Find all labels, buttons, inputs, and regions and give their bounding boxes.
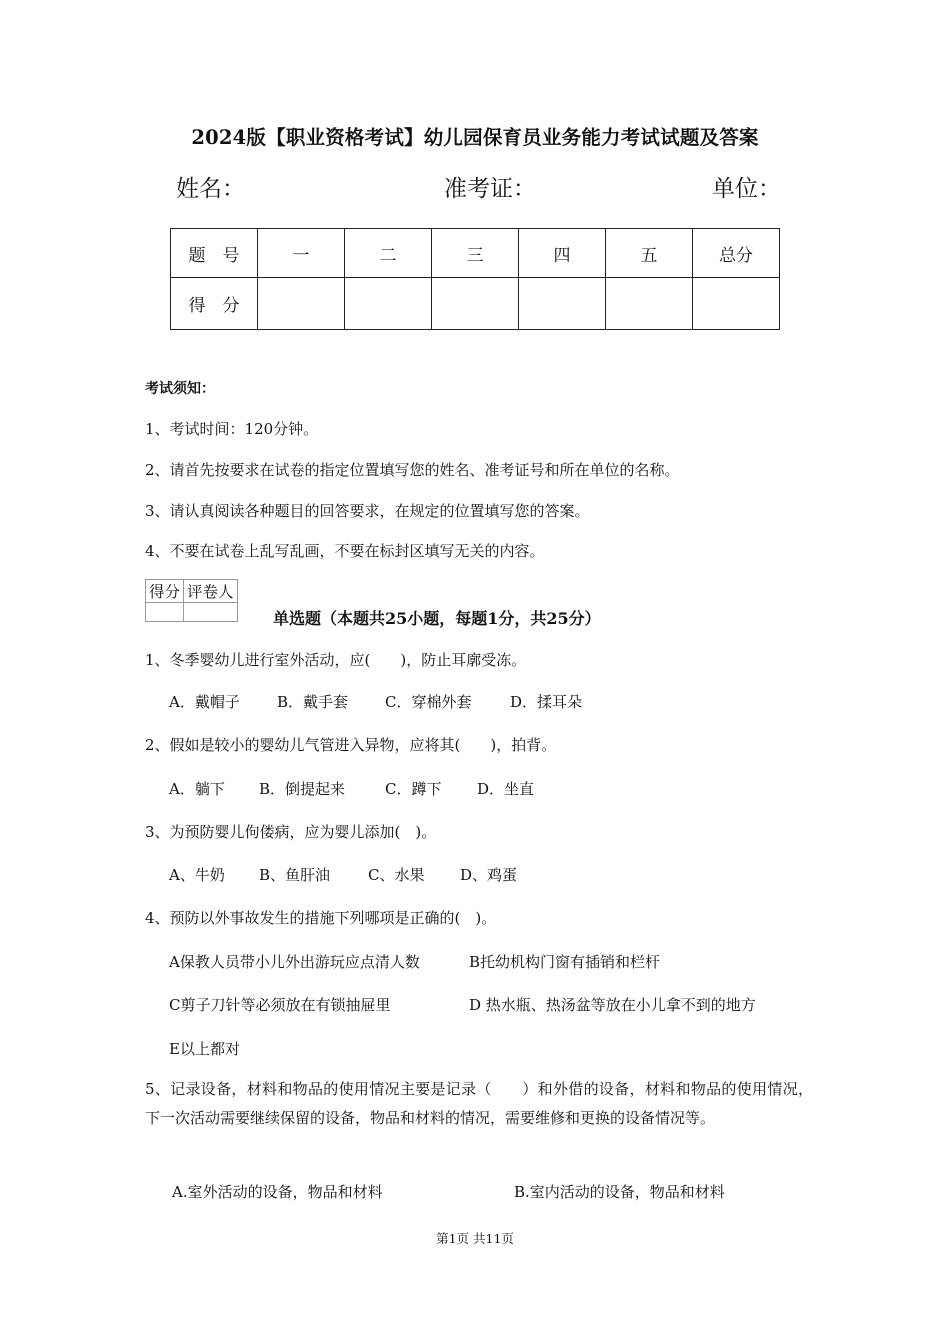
grader-box [145,579,238,622]
score-header-3: 三 [432,229,519,278]
answer-option[interactable]: C、水果 [368,866,425,884]
answer-option[interactable]: D．揉耳朵 [510,693,583,711]
answer-option[interactable]: B托幼机构门窗有插销和栏杆 [469,953,661,971]
page-title: 2024版【职业资格考试】幼儿园保育员业务能力考试试题及答案 [191,126,759,149]
score-header-label: 题 号 [171,229,258,278]
question-stem: 1、冬季婴幼儿进行室外活动，应( )，防止耳廓受冻。 [145,651,527,669]
notice-item: 3、请认真阅读各种题目的回答要求，在规定的位置填写您的答案。 [145,502,590,520]
score-cell-2[interactable] [345,278,432,330]
question-stem: 3、为预防婴儿佝偻病，应为婴儿添加( )。 [145,823,437,841]
grader-name-cell[interactable] [184,603,238,622]
grader-name-label: 评卷人 [184,580,238,603]
question-stem: 4、预防以外事故发生的措施下列哪项是正确的( )。 [145,909,497,927]
exam-number-field-label: 准考证： [444,176,536,202]
score-cell-3[interactable] [432,278,519,330]
notice-heading: 考试须知： [145,381,215,397]
score-header-1: 一 [258,229,345,278]
question-stem: 2、假如是较小的婴幼儿气管进入异物，应将其( )，拍背。 [145,736,557,754]
answer-option[interactable]: C．穿棉外套 [385,693,472,711]
score-header-5: 五 [606,229,693,278]
answer-option[interactable]: A．戴帽子 [169,693,240,711]
score-table [170,228,780,330]
answer-option[interactable]: D、鸡蛋 [460,866,518,884]
notice-item: 4、不要在试卷上乱写乱画，不要在标封区填写无关的内容。 [145,542,545,560]
answer-option[interactable]: B、鱼肝油 [259,866,331,884]
answer-option[interactable]: A保教人员带小儿外出游玩应点清人数 [169,953,420,971]
answer-option[interactable]: C．蹲下 [385,780,442,798]
score-header-total: 总分 [693,229,780,278]
score-cell-1[interactable] [258,278,345,330]
score-header-4: 四 [519,229,606,278]
answer-option[interactable]: B．倒提起来 [259,780,346,798]
score-cell-4[interactable] [519,278,606,330]
page-footer: 第1页 共11页 [436,1231,514,1246]
name-field-label: 姓名： [176,176,245,202]
answer-option[interactable]: D．坐直 [477,780,535,798]
answer-option[interactable]: B．戴手套 [277,693,349,711]
answer-option[interactable]: B.室内活动的设备，物品和材料 [514,1183,725,1201]
answer-option[interactable]: C剪子刀针等必须放在有锁抽屉里 [169,996,391,1014]
grader-score-cell[interactable] [146,603,184,622]
score-cell-total[interactable] [693,278,780,330]
score-header-2: 二 [345,229,432,278]
score-cell-5[interactable] [606,278,693,330]
score-row-label: 得 分 [171,278,258,330]
notice-item: 2、请首先按要求在试卷的指定位置填写您的姓名、准考证号和所在单位的名称。 [145,461,680,479]
unit-field-label: 单位： [712,176,781,202]
question-stem: 5、记录设备，材料和物品的使用情况主要是记录（ ）和外借的设备，材料和物品的使用情况，下一次活动需要继续保留的设备，物品和材料的情况，需要维修和更换的设备情况等。 [145,1080,813,1127]
answer-option[interactable]: A.室外活动的设备，物品和材料 [172,1183,383,1201]
notice-item: 1、考试时间：120分钟。 [145,420,319,438]
answer-option[interactable]: A、牛奶 [169,866,225,884]
answer-option[interactable]: D 热水瓶、热汤盆等放在小儿拿不到的地方 [469,996,756,1014]
grader-score-label: 得分 [146,580,184,603]
answer-option[interactable]: E以上都对 [169,1040,240,1058]
answer-option[interactable]: A．躺下 [169,780,225,798]
section-title: 单选题（本题共25小题，每题1分，共25分） [273,609,601,628]
